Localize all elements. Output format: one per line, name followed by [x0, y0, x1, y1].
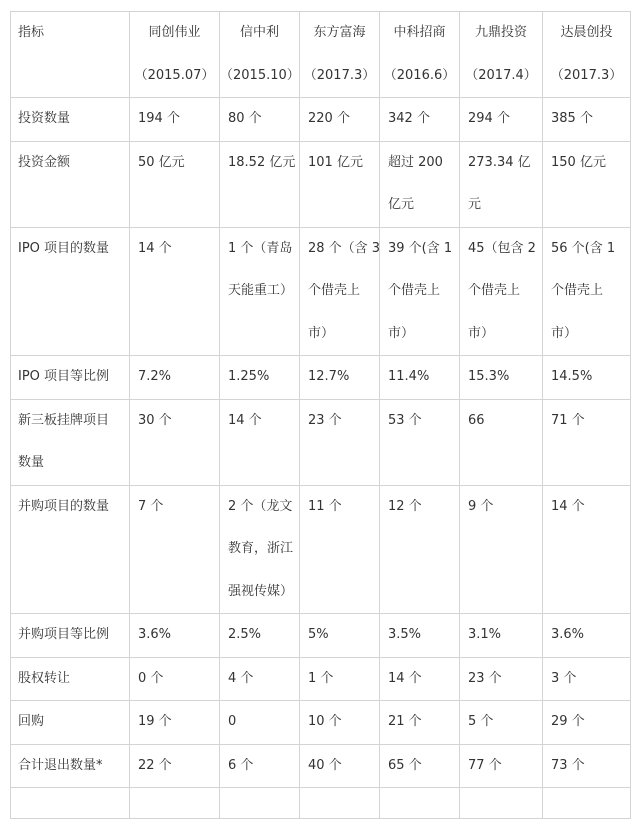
metric-cell	[11, 98, 130, 142]
cell-value: 市）	[468, 325, 495, 341]
value-cell	[380, 744, 460, 788]
value-cell	[220, 227, 300, 356]
comparison-table	[10, 11, 631, 819]
value-cell	[460, 744, 543, 788]
value-cell	[460, 98, 543, 142]
value-cell	[460, 399, 543, 485]
company-date: （2017.3）	[303, 67, 376, 83]
value-cell	[543, 98, 631, 142]
company-header	[460, 12, 543, 98]
cell-value: 2 个（龙文	[228, 498, 293, 514]
empty-cell	[220, 788, 300, 819]
cell-value: 3 个	[551, 670, 577, 686]
cell-value: 14 个	[388, 670, 422, 686]
cell-value: 66	[468, 412, 485, 428]
cell-value: 0	[228, 714, 237, 729]
cell-value: 天能重工）	[228, 283, 294, 298]
metric-cell	[11, 227, 130, 356]
company-date: （2015.07）	[134, 67, 215, 83]
cell-value: 12.7%	[308, 369, 350, 384]
table-row	[11, 744, 631, 788]
value-cell	[220, 141, 300, 227]
metric-label: 股权转让	[18, 670, 71, 686]
metric-cell	[11, 399, 130, 485]
company-name: 同创伟业	[148, 25, 201, 40]
value-cell	[220, 98, 300, 142]
cell-value: 3.5%	[388, 627, 422, 642]
value-cell	[130, 485, 220, 614]
cell-value: 超过 200	[388, 154, 443, 170]
metric-label: 回购	[18, 714, 45, 729]
table-row	[11, 614, 631, 658]
cell-value: 个借壳上	[551, 283, 604, 298]
company-date: （2016.6）	[383, 67, 456, 83]
value-cell	[380, 657, 460, 701]
cell-value: 29 个	[551, 714, 585, 729]
value-cell	[543, 399, 631, 485]
value-cell	[220, 701, 300, 745]
value-cell	[300, 356, 380, 400]
cell-value: 6 个	[228, 757, 254, 773]
cell-value: 40 个	[308, 757, 342, 773]
value-cell	[300, 98, 380, 142]
cell-value: 30 个	[138, 412, 172, 428]
value-cell	[543, 614, 631, 658]
cell-value: 亿元	[388, 197, 415, 212]
metric-label: 投资数量	[18, 111, 71, 126]
value-cell	[130, 657, 220, 701]
empty-cell	[11, 788, 130, 819]
table-row	[11, 141, 631, 227]
cell-value: 9 个	[468, 498, 494, 514]
company-header	[130, 12, 220, 98]
company-date: （2017.3）	[550, 67, 623, 83]
cell-value: 1 个	[308, 670, 334, 686]
header-row	[11, 12, 631, 98]
value-cell	[130, 356, 220, 400]
company-header	[380, 12, 460, 98]
empty-cell	[543, 788, 631, 819]
company-header	[543, 12, 631, 98]
metric-label: 数量	[18, 455, 45, 470]
metric-label: IPO 项目等比例	[18, 369, 110, 384]
value-cell	[220, 399, 300, 485]
value-cell	[300, 485, 380, 614]
cell-value: 3.6%	[551, 627, 585, 642]
cell-value: 73 个	[551, 757, 585, 773]
cell-value: 80 个	[228, 111, 262, 126]
cell-value: 3.6%	[138, 627, 172, 642]
cell-value: 294 个	[468, 111, 510, 126]
cell-value: 23 个	[308, 412, 342, 428]
value-cell	[300, 701, 380, 745]
cell-value: 56 个(含 1	[551, 240, 616, 256]
cell-value: 强视传媒）	[228, 583, 294, 599]
company-name: 九鼎投资	[474, 25, 527, 40]
value-cell	[300, 614, 380, 658]
metric-label: 新三板挂牌项目	[18, 412, 110, 428]
value-cell	[460, 614, 543, 658]
cell-value: 1.25%	[228, 369, 270, 384]
cell-value: 50 亿元	[138, 154, 185, 170]
cell-value: 2.5%	[228, 627, 262, 642]
value-cell	[130, 98, 220, 142]
cell-value: 市）	[308, 325, 335, 341]
metric-cell	[11, 657, 130, 701]
company-name: 信中利	[239, 25, 279, 40]
cell-value: 14 个	[228, 412, 262, 428]
value-cell	[130, 227, 220, 356]
value-cell	[543, 701, 631, 745]
cell-value: 77 个	[468, 757, 502, 773]
table-row	[11, 657, 631, 701]
value-cell	[380, 227, 460, 356]
value-cell	[460, 657, 543, 701]
value-cell	[543, 227, 631, 356]
company-name: 达晨创投	[560, 25, 613, 40]
value-cell	[543, 657, 631, 701]
value-cell	[220, 356, 300, 400]
cell-value: 14 个	[551, 498, 585, 514]
cell-value: 7 个	[138, 498, 164, 514]
cell-value: 4 个	[228, 670, 254, 686]
cell-value: 21 个	[388, 714, 422, 729]
metric-label: 并购项目等比例	[18, 627, 110, 642]
cell-value: 市）	[551, 325, 578, 341]
metric-cell	[11, 701, 130, 745]
metric-cell	[11, 744, 130, 788]
table-body	[11, 98, 631, 819]
empty-cell	[300, 788, 380, 819]
value-cell	[300, 744, 380, 788]
value-cell	[380, 98, 460, 142]
cell-value: 150 亿元	[551, 154, 606, 170]
company-name: 东方富海	[313, 25, 366, 40]
cell-value: 71 个	[551, 412, 585, 428]
cell-value: 市）	[388, 325, 415, 341]
cell-value: 个借壳上	[308, 283, 361, 298]
cell-value: 342 个	[388, 111, 430, 126]
company-date: （2015.10）	[220, 67, 300, 83]
metric-cell	[11, 485, 130, 614]
cell-value: 5%	[308, 627, 329, 642]
value-cell	[380, 701, 460, 745]
cell-value: 273.34 亿	[468, 154, 531, 170]
cell-value: 7.2%	[138, 369, 172, 384]
table-row	[11, 701, 631, 745]
value-cell	[380, 614, 460, 658]
value-cell	[460, 701, 543, 745]
value-cell	[130, 614, 220, 658]
value-cell	[543, 744, 631, 788]
value-cell	[460, 356, 543, 400]
value-cell	[300, 141, 380, 227]
corner-label: 指标	[18, 25, 45, 40]
cell-value: 14 个	[138, 240, 172, 256]
metric-cell	[11, 356, 130, 400]
table-row	[11, 485, 631, 614]
value-cell	[220, 485, 300, 614]
cell-value: 23 个	[468, 670, 502, 686]
cell-value: 65 个	[388, 757, 422, 773]
cell-value: 15.3%	[468, 369, 510, 384]
value-cell	[130, 141, 220, 227]
cell-value: 19 个	[138, 714, 172, 729]
empty-cell	[130, 788, 220, 819]
value-cell	[130, 399, 220, 485]
cell-value: 12 个	[388, 498, 422, 514]
empty-cell	[460, 788, 543, 819]
value-cell	[380, 356, 460, 400]
value-cell	[380, 485, 460, 614]
cell-value: 39 个(含 1	[388, 240, 453, 256]
value-cell	[543, 141, 631, 227]
cell-value: 45（包含 2	[468, 240, 536, 256]
company-header	[300, 12, 380, 98]
cell-value: 194 个	[138, 111, 180, 126]
value-cell	[460, 227, 543, 356]
table-row	[11, 399, 631, 485]
empty-cell	[380, 788, 460, 819]
cell-value: 101 亿元	[308, 154, 363, 170]
cell-value: 元	[468, 197, 482, 212]
value-cell	[300, 227, 380, 356]
value-cell	[380, 141, 460, 227]
company-header	[220, 12, 300, 98]
metric-label: 合计退出数量*	[18, 757, 103, 773]
table-row	[11, 788, 631, 819]
table-row	[11, 227, 631, 356]
cell-value: 10 个	[308, 714, 342, 729]
value-cell	[380, 399, 460, 485]
cell-value: 教育，浙江	[228, 541, 294, 556]
value-cell	[300, 399, 380, 485]
table-row	[11, 356, 631, 400]
value-cell	[130, 701, 220, 745]
value-cell	[460, 141, 543, 227]
cell-value: 11.4%	[388, 369, 430, 384]
value-cell	[220, 744, 300, 788]
cell-value: 3.1%	[468, 627, 502, 642]
corner-header	[11, 12, 130, 98]
cell-value: 22 个	[138, 757, 172, 773]
metric-cell	[11, 141, 130, 227]
cell-value: 385 个	[551, 111, 593, 126]
cell-value: 1 个（青岛	[228, 240, 293, 256]
value-cell	[300, 657, 380, 701]
table-row	[11, 98, 631, 142]
cell-value: 14.5%	[551, 369, 593, 384]
metric-label: 投资金额	[18, 154, 71, 170]
cell-value: 11 个	[308, 498, 342, 514]
cell-value: 18.52 亿元	[228, 154, 296, 170]
metric-label: 并购项目的数量	[18, 498, 110, 514]
value-cell	[130, 744, 220, 788]
value-cell	[460, 485, 543, 614]
cell-value: 个借壳上	[468, 283, 521, 298]
company-date: （2017.4）	[465, 67, 537, 83]
value-cell	[543, 485, 631, 614]
cell-value: 0 个	[138, 670, 164, 686]
company-name: 中科招商	[393, 25, 446, 40]
value-cell	[220, 614, 300, 658]
metric-label: IPO 项目的数量	[18, 240, 110, 256]
cell-value: 28 个（含 3	[308, 240, 381, 256]
value-cell	[220, 657, 300, 701]
cell-value: 220 个	[308, 111, 350, 126]
value-cell	[543, 356, 631, 400]
cell-value: 个借壳上	[388, 283, 441, 298]
cell-value: 5 个	[468, 714, 494, 729]
metric-cell	[11, 614, 130, 658]
cell-value: 53 个	[388, 412, 422, 428]
